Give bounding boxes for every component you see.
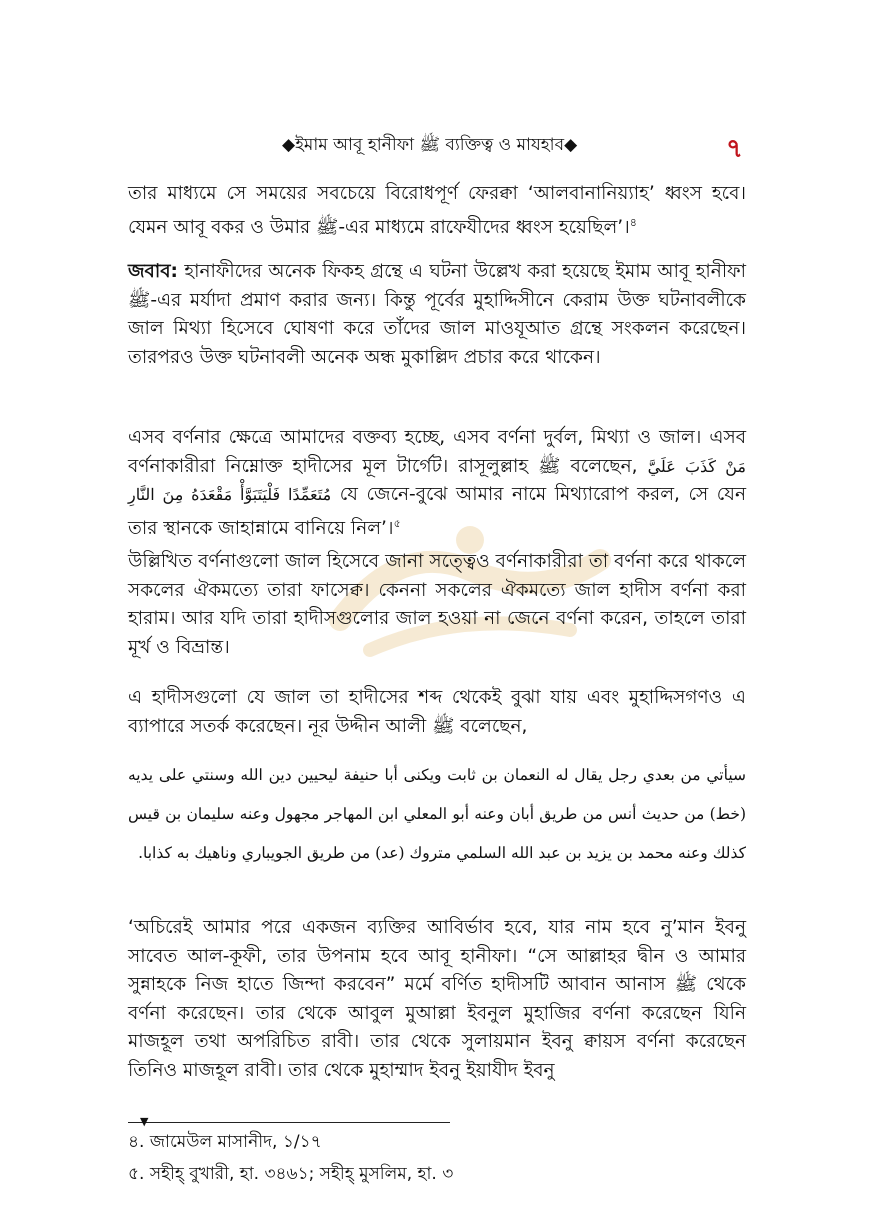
hadith-arabic-inline: مَنْ كَذَبَ عَلَيَّ مُتَعَمِّدًا فَلْيَتَبَوَّأْ مَقْعَدَهُ مِنَ النَّارِ — [128, 456, 747, 504]
paragraph-4-text: উল্লিখিত বর্ণনাগুলো জাল হিসেবে জানা সত্ত্বেও বর্ণনাকারীরা তা বর্ণনা করে থাকলে সকলের ঐকমত্যে তারা ফাসেক্ব। কেননা সকলের ঐকমত্যে জাল হাদীস বর্ণনা করা হারাম। আর যদি তারা হাদীসগুলোর জাল হওয়া না জেনে বর্ণনা করেন, তাহলে তারা মূর্খ ও বিভ্রান্ত। — [128, 551, 746, 658]
paragraph-6 — [128, 914, 746, 1085]
paragraph-5-text: এ হাদীসগুলো যে জাল তা হাদীসের শব্দ থেকেই বুঝা যায় এবং মুহাদ্দিসগণও এ ব্যাপারে সতর্ক করেছেন। নূর উদ্দীন আলী ﷺ বলেছেন, — [128, 687, 746, 737]
running-header — [0, 128, 870, 164]
paragraph-5 — [128, 684, 746, 741]
paragraph-1 — [128, 180, 746, 242]
footnote-ref-5: ৫ — [393, 516, 401, 530]
paragraph-3 — [128, 424, 746, 543]
paragraph-2-text: হানাফীদের অনেক ফিকহ গ্রন্থে এ ঘটনা উল্লেখ করা হয়েছে ইমাম আবূ হানীফা ﷺ-এর মর্যাদা প্রমাণ করার জন্য। কিন্তু পূর্বের মুহাদ্দিসীনে কেরাম উক্ত ঘটনাবলীকে জাল মিথ্যা হিসেবে ঘোষণা করে তাঁদের জাল মাওযূআত গ্রন্থে সংকলন করেছেন। তারপরও উক্ত ঘটনাবলী অনেক অন্ধ মুকাল্লিদ প্রচার করে থাকেন। — [128, 261, 746, 368]
footnote-5: ৫. সহীহ্‌ বুখারী, হা. ৩৪৬১; সহীহ্‌ মুসলিম, হা. ৩ — [128, 1164, 454, 1184]
page-number: ৭ — [726, 134, 743, 164]
paragraph-3-text-b: যে জেনে-বুঝে আমার নামে মিথ্যারোপ করল, সে যেন তার স্থানকে জাহান্নামে বানিয়ে নিল’। — [128, 484, 747, 539]
paragraph-2 — [128, 258, 746, 372]
paragraph-6-text: ‘অচিরেই আমার পরে একজন ব্যক্তির আবির্ভাব হবে, যার নাম হবে নু’মান ইবনু সাবেত আল-কূফী, তার উপনাম হবে আবূ হানীফা। “সে আল্লাহর দ্বীন ও আমার সুন্নাহকে নিজ হাতে জিন্দা করবেন” মর্মে বর্ণিত হাদীসটি আবান আনাস ﷺ থেকে বর্ণনা করেছেন। তার থেকে আবুল মুআল্লা ইবনুল মুহাজির বর্ণনা করেছেন যিনি মাজহূল তথা অপরিচিত রাবী। তার থেকে সুলায়মান ইবনু ক্বায়স বর্ণনা করেছেন তিনিও মাজহূল রাবী। তার থেকে মুহাম্মাদ ইবনু ইয়াযীদ ইবনু — [128, 917, 746, 1081]
arabic-quote: سيأتي من بعدي رجل يقال له النعمان بن ثابت ويكنى أبا حنيفة ليحيين دين الله وسنتي على يديه (خط) من حديث أنس من طريق أبان وعنه أبو المعلي ابن المهاجر مجهول وعنه سليمان بن قيس كذلك وعنه محمد بن يزيد بن عبد الله السلمي متروك (عد) من طريق الجويباري وناهيك به كذابا. — [128, 766, 746, 862]
footnote-4: ৪. জামেউল মাসানীদ, ১/১৭ — [128, 1132, 322, 1152]
divider-ornament: ▼ — [140, 1115, 149, 1128]
paragraph-1-text: তার মাধ্যমে সে সময়ের সবচেয়ে বিরোধপূর্ণ ফেরক্বা ‘আলবানানিয়্যাহ’ ধ্বংস হবে। যেমন আবূ বকর ও উমার ﷺ-এর মাধ্যমে রাফেযীদের ধ্বংস হয়েছিল’। — [128, 183, 746, 238]
footnote-divider — [128, 1122, 450, 1123]
paragraph-4 — [128, 548, 746, 662]
footnote-ref-4: ৪ — [629, 215, 637, 229]
header-title: ◆ইমাম আবূ হানীফা ﷺ ব্যক্তিত্ব ও মাযহাব◆ — [282, 135, 578, 155]
paragraph-3-text-a: এসব বর্ণনার ক্ষেত্রে আমাদের বক্তব্য হচ্ছে, এসব বর্ণনা দুর্বল, মিথ্যা ও জাল। এসব বর্ণনাকারীরা নিম্নোক্ত হাদীসের মূল টার্গেট। রাসূলুল্লাহ ﷺ বলেছেন, — [128, 427, 746, 477]
answer-label: জবাব: — [128, 261, 178, 282]
